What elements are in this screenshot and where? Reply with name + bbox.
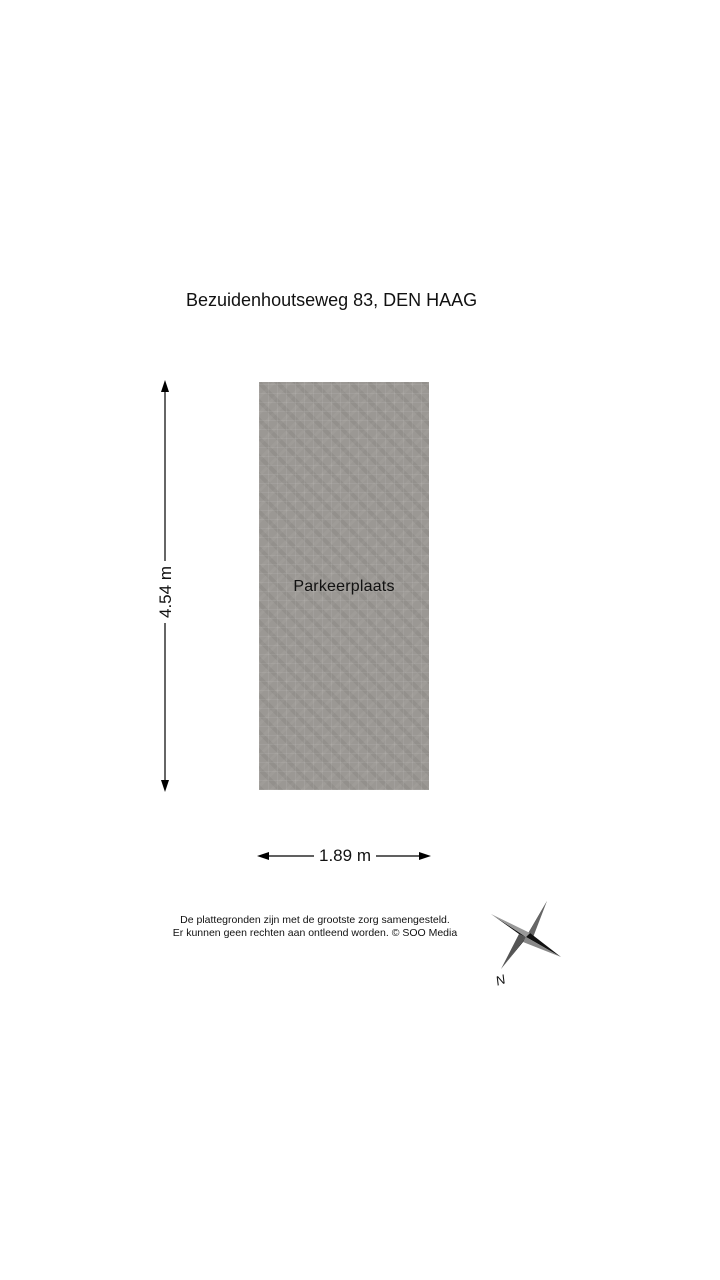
parking-space-area	[259, 382, 429, 790]
height-arrow-top-icon	[161, 380, 169, 392]
height-arrow-bottom-icon	[161, 780, 169, 792]
compass-rose-icon	[485, 895, 567, 990]
room-label: Parkeerplaats	[293, 578, 395, 595]
page-title: Bezuidenhoutseweg 83, DEN HAAG	[186, 290, 478, 310]
width-arrow-left-icon	[257, 852, 269, 860]
disclaimer	[160, 914, 470, 940]
height-dimension-label: 4.54 m	[156, 561, 176, 623]
disclaimer-line-2: Er kunnen geen rechten aan ontleend worden. © SOO Media	[172, 927, 458, 939]
width-dimension-label: 1.89 m	[314, 846, 376, 866]
disclaimer-line-1: De plattegronden zijn met de grootste zorg samengesteld.	[180, 914, 450, 926]
width-arrow-right-icon	[419, 852, 431, 860]
north-label: N	[493, 971, 508, 989]
